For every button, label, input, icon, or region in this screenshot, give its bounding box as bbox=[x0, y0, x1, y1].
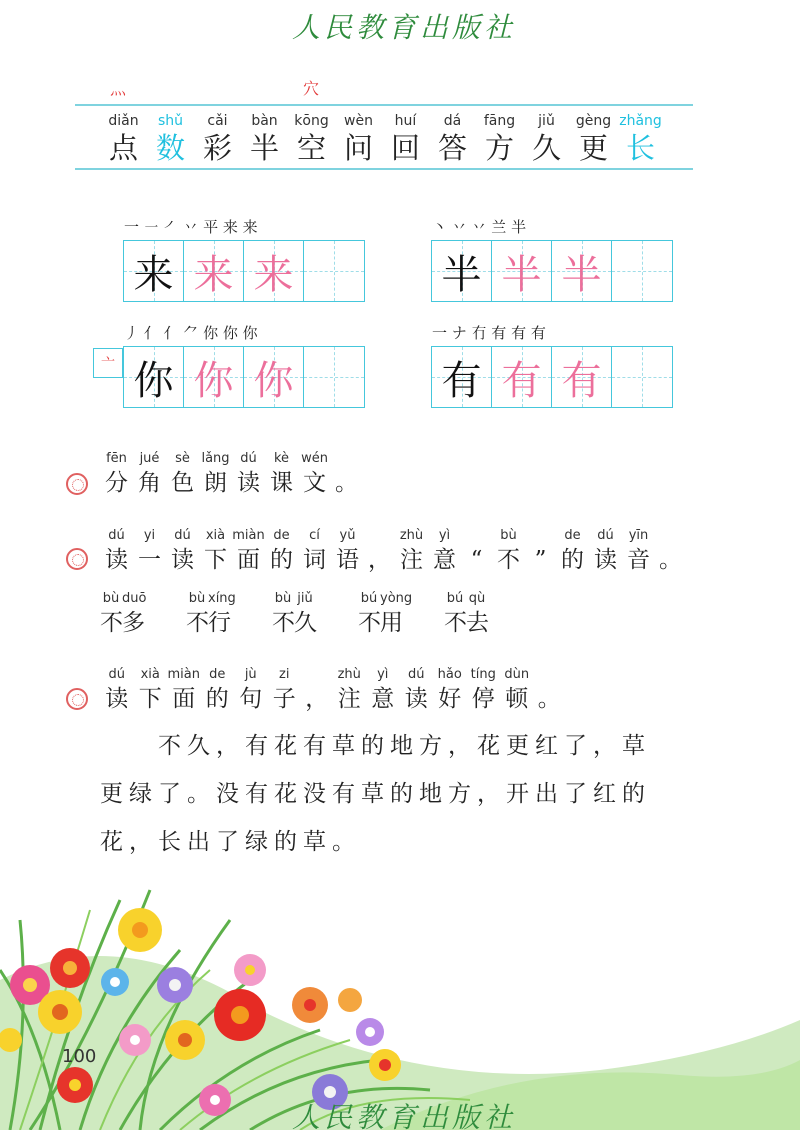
char-hanzi: 词 bbox=[303, 547, 326, 573]
char-pinyin: jué bbox=[139, 451, 160, 466]
char-hanzi: ， bbox=[305, 686, 329, 712]
char-pinyin bbox=[534, 666, 566, 684]
char-hanzi: 的 bbox=[270, 547, 293, 573]
stroke-order-ni: 丿 亻 亻 ⺈ 你 你 你 bbox=[124, 324, 258, 342]
exercise-3-read-sentences bbox=[100, 666, 565, 714]
vocab-hanzi: 答 bbox=[437, 131, 467, 165]
char-hanzi: 下 bbox=[138, 686, 162, 712]
char-hanzi: 行 bbox=[208, 610, 231, 636]
publisher-watermark-top: 人民教育出版社 bbox=[292, 11, 517, 44]
annotated-char bbox=[133, 527, 166, 575]
trace-char: 半 bbox=[501, 251, 542, 298]
tianzige-ni bbox=[123, 346, 365, 408]
char-hanzi: 不 bbox=[444, 610, 467, 636]
char-hanzi: 读 bbox=[105, 547, 128, 573]
tianzige-lai bbox=[123, 240, 365, 302]
char-pinyin bbox=[461, 527, 492, 545]
vocab-pinyin: jiǔ bbox=[538, 113, 555, 129]
vocab-hanzi: 空 bbox=[296, 131, 326, 165]
annotated-char bbox=[134, 666, 168, 714]
char-pinyin bbox=[525, 527, 556, 545]
annotated-char bbox=[525, 527, 556, 575]
char-pinyin bbox=[655, 527, 686, 545]
annotated-char bbox=[301, 666, 333, 714]
model-char: 来 bbox=[133, 251, 174, 298]
bu-word bbox=[358, 590, 413, 638]
annotated-char bbox=[133, 450, 166, 498]
char-hanzi: 读 bbox=[594, 547, 617, 573]
radical-hint-1: 灬 bbox=[110, 79, 127, 98]
bu-word bbox=[186, 590, 236, 638]
char-pinyin: sè bbox=[175, 451, 190, 466]
annotated-char bbox=[265, 450, 298, 498]
vocab-word bbox=[617, 112, 664, 166]
char-pinyin: yīn bbox=[628, 528, 649, 543]
char-hanzi: 读 bbox=[171, 547, 194, 573]
vocab-pinyin: dá bbox=[443, 113, 462, 129]
annotated-char bbox=[265, 527, 298, 575]
vocab-pinyin: huí bbox=[394, 113, 417, 129]
trace-char: 你 bbox=[253, 357, 294, 404]
char-hanzi: 去 bbox=[466, 610, 489, 636]
char-hanzi: 读 bbox=[105, 686, 129, 712]
char-pinyin: de bbox=[273, 528, 290, 543]
annotated-char bbox=[166, 450, 199, 498]
vocab-hanzi: 问 bbox=[343, 131, 373, 165]
exercise-1-read-roles bbox=[100, 450, 362, 498]
char-pinyin: jiǔ bbox=[297, 591, 313, 606]
char-pinyin: dú bbox=[174, 528, 191, 543]
bu-word-list bbox=[100, 590, 530, 638]
char-hanzi: 。 bbox=[537, 686, 561, 712]
annotated-char bbox=[428, 527, 461, 575]
annotated-char bbox=[298, 527, 331, 575]
annotated-char bbox=[100, 666, 134, 714]
char-hanzi: 朗 bbox=[204, 470, 227, 496]
vocab-row bbox=[100, 112, 664, 166]
char-pinyin: xià bbox=[205, 528, 226, 543]
char-hanzi: ， bbox=[368, 547, 391, 573]
flower-meadow-illustration bbox=[0, 860, 800, 1130]
char-pinyin bbox=[364, 527, 395, 545]
char-pinyin: de bbox=[209, 667, 226, 682]
char-pinyin: dú bbox=[240, 451, 257, 466]
vocab-word bbox=[100, 112, 147, 166]
char-pinyin: dú bbox=[597, 528, 614, 543]
vocab-hanzi: 长 bbox=[625, 131, 655, 165]
annotated-char bbox=[655, 527, 686, 575]
char-hanzi: 面 bbox=[172, 686, 196, 712]
char-hanzi: 不 bbox=[100, 610, 123, 636]
char-pinyin: zi bbox=[279, 667, 290, 682]
vocab-pinyin: zhǎng bbox=[619, 113, 662, 129]
char-pinyin: wén bbox=[301, 451, 328, 466]
practice-box[interactable] bbox=[612, 241, 672, 301]
vocab-pinyin: fāng bbox=[483, 113, 516, 129]
char-pinyin: xíng bbox=[208, 591, 236, 606]
char-hanzi: 色 bbox=[171, 470, 194, 496]
vocab-pinyin: kōng bbox=[294, 113, 329, 129]
practice-box[interactable] bbox=[612, 347, 672, 407]
char-hanzi: “ bbox=[470, 547, 483, 573]
vocab-pinyin: cǎi bbox=[207, 113, 228, 129]
char-hanzi: 音 bbox=[627, 547, 650, 573]
char-hanzi: 课 bbox=[270, 470, 293, 496]
char-pinyin: de bbox=[564, 528, 581, 543]
vocab-pinyin: diǎn bbox=[108, 113, 139, 129]
char-pinyin: zhù bbox=[399, 528, 424, 543]
bu-word bbox=[444, 590, 488, 638]
vocab-hanzi: 方 bbox=[484, 131, 514, 165]
char-pinyin: kè bbox=[273, 451, 290, 466]
annotated-char bbox=[232, 450, 265, 498]
passage-line: 更绿了。没有花没有草的地方，开出了红的 bbox=[100, 781, 651, 807]
char-hanzi: 角 bbox=[138, 470, 161, 496]
stroke-order-ban: 丶 丷 丷 兰 半 bbox=[432, 218, 527, 236]
annotated-char bbox=[331, 527, 364, 575]
vocab-hanzi: 回 bbox=[390, 131, 420, 165]
vocab-word bbox=[194, 112, 241, 166]
char-pinyin: yi bbox=[143, 528, 156, 543]
model-char: 有 bbox=[441, 357, 482, 404]
vocab-pinyin: bàn bbox=[251, 113, 278, 129]
annotated-char bbox=[366, 666, 400, 714]
char-hanzi: 注 bbox=[400, 547, 423, 573]
vocab-top-line bbox=[75, 104, 693, 106]
vocab-word bbox=[523, 112, 570, 166]
vocab-word bbox=[288, 112, 335, 166]
passage-line: 花，长出了绿的草。 bbox=[100, 829, 361, 855]
char-pinyin: yòng bbox=[380, 591, 413, 606]
vocab-hanzi: 彩 bbox=[202, 131, 232, 165]
char-pinyin: xià bbox=[140, 667, 160, 682]
annotated-char bbox=[467, 666, 501, 714]
char-pinyin: bú bbox=[360, 591, 378, 606]
vocab-word bbox=[382, 112, 429, 166]
trace-char: 你 bbox=[193, 357, 234, 404]
char-hanzi: 分 bbox=[105, 470, 128, 496]
char-pinyin: tíng bbox=[470, 667, 496, 682]
annotated-char bbox=[433, 666, 467, 714]
bu-word bbox=[272, 590, 316, 638]
exercise-icon bbox=[66, 688, 88, 710]
annotated-char bbox=[622, 527, 655, 575]
char-hanzi: ” bbox=[534, 547, 547, 573]
char-hanzi: 不 bbox=[186, 610, 209, 636]
trace-char: 有 bbox=[561, 357, 602, 404]
char-hanzi: 久 bbox=[294, 610, 317, 636]
stroke-order-lai: 一 ㇐ ㇒ 丷 平 来 来 bbox=[124, 218, 258, 236]
vocab-word bbox=[241, 112, 288, 166]
annotated-char bbox=[333, 666, 367, 714]
annotated-char bbox=[100, 527, 133, 575]
char-pinyin: bù bbox=[102, 591, 120, 606]
char-pinyin: yì bbox=[438, 528, 451, 543]
annotated-char bbox=[199, 450, 232, 498]
annotated-char bbox=[534, 666, 566, 714]
char-pinyin: yì bbox=[377, 667, 389, 682]
char-hanzi: 句 bbox=[239, 686, 263, 712]
char-hanzi: 意 bbox=[371, 686, 395, 712]
annotated-char bbox=[589, 527, 622, 575]
char-pinyin: hǎo bbox=[437, 667, 462, 682]
char-pinyin: bù bbox=[188, 591, 206, 606]
char-hanzi: 子 bbox=[272, 686, 296, 712]
char-pinyin: dú bbox=[408, 667, 425, 682]
char-hanzi: 意 bbox=[433, 547, 456, 573]
annotated-char bbox=[298, 450, 331, 498]
char-hanzi: 的 bbox=[205, 686, 229, 712]
annotated-char bbox=[500, 666, 534, 714]
vocab-pinyin: wèn bbox=[344, 113, 373, 129]
exercise-icon bbox=[66, 473, 88, 495]
char-hanzi: 面 bbox=[237, 547, 260, 573]
char-hanzi: 不 bbox=[358, 610, 381, 636]
char-hanzi: 停 bbox=[471, 686, 495, 712]
char-pinyin: qù bbox=[468, 591, 486, 606]
char-pinyin: fēn bbox=[106, 451, 127, 466]
bu-word bbox=[100, 590, 147, 638]
annotated-char bbox=[461, 527, 492, 575]
annotated-char bbox=[100, 450, 133, 498]
char-hanzi: 。 bbox=[659, 547, 682, 573]
char-pinyin: bù bbox=[500, 528, 517, 543]
char-hanzi: 不 bbox=[497, 547, 520, 573]
model-char: 半 bbox=[441, 251, 482, 298]
practice-box[interactable] bbox=[304, 241, 364, 301]
char-hanzi: 一 bbox=[138, 547, 161, 573]
char-hanzi: 文 bbox=[303, 470, 326, 496]
annotated-char bbox=[167, 666, 201, 714]
char-pinyin bbox=[301, 666, 333, 684]
model-char: 你 bbox=[133, 357, 174, 404]
annotated-char bbox=[199, 527, 232, 575]
char-hanzi: 。 bbox=[335, 470, 358, 496]
vocab-pinyin: shǔ bbox=[157, 113, 184, 129]
vocab-pinyin: gèng bbox=[575, 113, 612, 129]
char-pinyin bbox=[331, 450, 362, 468]
char-hanzi: 读 bbox=[237, 470, 260, 496]
char-pinyin: lǎng bbox=[201, 451, 230, 466]
vocab-bottom-line bbox=[75, 168, 693, 170]
annotated-char bbox=[201, 666, 235, 714]
annotated-char bbox=[331, 450, 362, 498]
stroke-order-you: 一 ナ 冇 有 有 有 bbox=[432, 324, 546, 342]
char-pinyin: bú bbox=[446, 591, 464, 606]
char-pinyin: jù bbox=[244, 667, 257, 682]
char-pinyin: miàn bbox=[167, 667, 200, 682]
annotated-char bbox=[234, 666, 268, 714]
char-pinyin: dú bbox=[108, 667, 125, 682]
vocab-hanzi: 久 bbox=[531, 131, 561, 165]
char-hanzi: 注 bbox=[337, 686, 361, 712]
tianzige-ban bbox=[431, 240, 673, 302]
trace-char: 半 bbox=[561, 251, 602, 298]
annotated-char bbox=[492, 527, 525, 575]
vocab-hanzi: 数 bbox=[155, 131, 185, 165]
practice-box[interactable] bbox=[304, 347, 364, 407]
char-pinyin: yǔ bbox=[339, 528, 356, 543]
exercise-icon bbox=[66, 548, 88, 570]
vocab-word bbox=[335, 112, 382, 166]
exercise-2-read-words bbox=[100, 527, 686, 575]
char-hanzi: 读 bbox=[404, 686, 428, 712]
trace-char: 来 bbox=[193, 251, 234, 298]
annotated-char bbox=[232, 527, 265, 575]
trace-char: 有 bbox=[501, 357, 542, 404]
char-pinyin: dú bbox=[108, 528, 125, 543]
tianzige-you bbox=[431, 346, 673, 408]
char-pinyin: zhù bbox=[337, 667, 361, 682]
vocab-word bbox=[429, 112, 476, 166]
vocab-word bbox=[476, 112, 523, 166]
vocab-word bbox=[570, 112, 617, 166]
annotated-char bbox=[166, 527, 199, 575]
page-number: 100 bbox=[62, 1046, 97, 1067]
reading-passage bbox=[100, 722, 710, 866]
char-pinyin: duō bbox=[122, 591, 147, 606]
char-pinyin: dùn bbox=[504, 667, 530, 682]
annotated-char bbox=[400, 666, 434, 714]
char-hanzi: 顿 bbox=[505, 686, 529, 712]
annotated-char bbox=[395, 527, 428, 575]
vocab-hanzi: 点 bbox=[108, 131, 138, 165]
char-hanzi: 不 bbox=[272, 610, 295, 636]
vocab-word bbox=[147, 112, 194, 166]
char-pinyin: miàn bbox=[232, 528, 265, 543]
annotated-char bbox=[364, 527, 395, 575]
annotated-char bbox=[268, 666, 302, 714]
vocab-hanzi: 更 bbox=[578, 131, 608, 165]
vocab-hanzi: 半 bbox=[249, 131, 279, 165]
publisher-watermark-bottom: 人民教育出版社 bbox=[292, 1101, 517, 1134]
char-hanzi: 用 bbox=[380, 610, 403, 636]
char-hanzi: 的 bbox=[561, 547, 584, 573]
char-hanzi: 语 bbox=[336, 547, 359, 573]
trace-char: 来 bbox=[253, 251, 294, 298]
char-hanzi: 下 bbox=[204, 547, 227, 573]
char-pinyin: bù bbox=[274, 591, 292, 606]
char-pinyin: cí bbox=[309, 528, 320, 543]
side-stroke-box: 亠 bbox=[93, 348, 123, 378]
char-hanzi: 好 bbox=[438, 686, 462, 712]
char-hanzi: 多 bbox=[122, 610, 145, 636]
passage-line: 不久，有花有草的地方，花更红了，草 bbox=[100, 733, 651, 759]
radical-hint-2: 穴 bbox=[303, 79, 320, 98]
annotated-char bbox=[556, 527, 589, 575]
